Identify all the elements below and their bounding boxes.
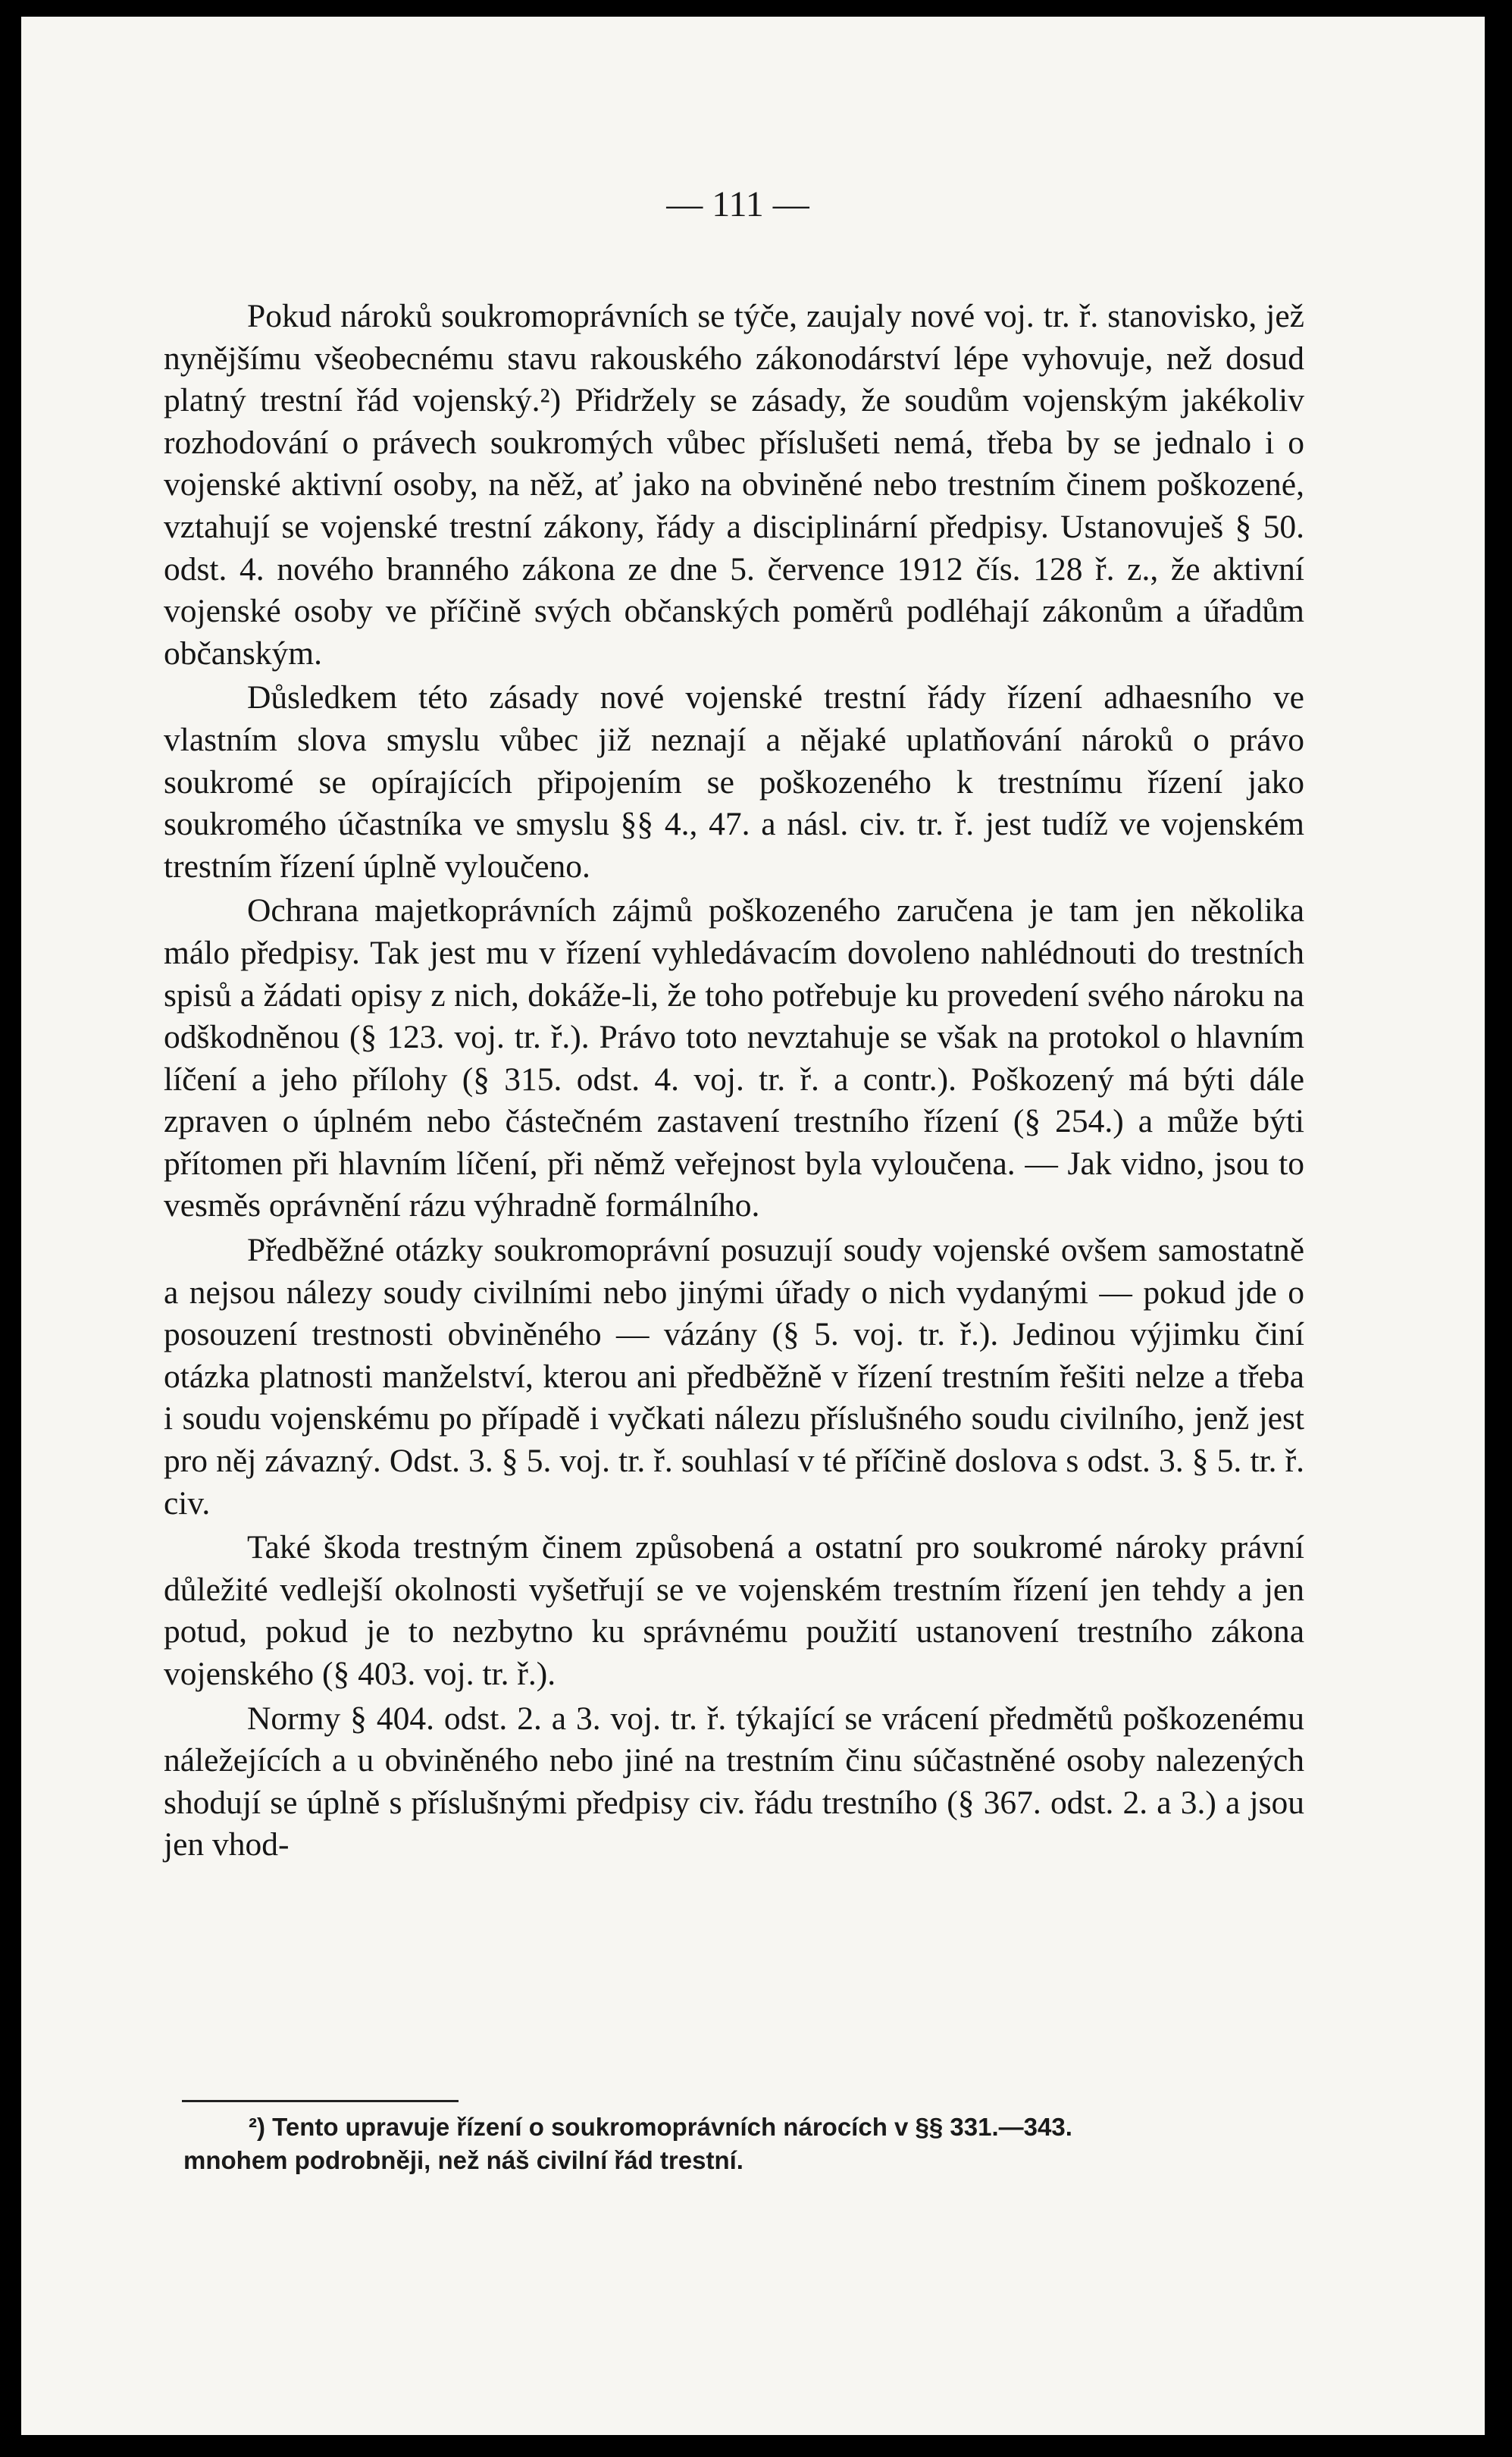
book-page (21, 17, 1485, 2435)
paragraph-6: Normy § 404. odst. 2. a 3. voj. tr. ř. týkající se vrácení předmětů poškozenému náležejících a u obviněného nebo jiné na trestním činu súčastněné osoby nalezených shodují se úplně s příslušnými předpisy civ. řádu trestního (§ 367. odst. 2. a 3.) a jsou jen vhod- (164, 1700, 1304, 1863)
footnote (183, 2111, 1332, 2177)
paragraph-1: Pokud nároků soukromoprávních se týče, zaujaly nové voj. tr. ř. stanovisko, jež nynějšímu všeobecnému stavu rakouského zákonodárství lépe vyhovuje, než dosud platný trestní řád vojenský.²) Přidržely se zásady, že soudům vojenským jakékoliv rozhodování o právech soukromých vůbec příslušeti nemá, třeba by se jednalo i o vojenské aktivní osoby, na něž, ať jako na obviněné nebo trestním činem poškozené, vztahují se vojenské trestní zákony, řády a disciplinární předpisy. Ustanovuješ § 50. odst. 4. nového branného zákona ze dne 5. července 1912 čís. 128 ř. z., že aktivní vojenské osoby ve příčině svých občanských poměrů podléhají zákonům a úřadům občanským. (164, 298, 1304, 672)
paragraph-5: Také škoda trestným činem způsobená a ostatní pro soukromé nároky právní důležité vedlejší okolnosti vyšetřují se ve vojenském trestním řízení jen tehdy a jen potud, pokud je to nezbytno ku správnému použití ustanovení trestního zákona vojenského (§ 403. voj. tr. ř.). (164, 1529, 1304, 1692)
footnote-line-2: mnohem podrobněji, než náš civilní řád trestní. (183, 2146, 743, 2174)
page-number: — 111 — (666, 184, 809, 224)
footnote-line-1: ²) Tento upravuje řízení o soukromoprávních nárocích v §§ 331.—343. (249, 2113, 1072, 2141)
footnote-divider (182, 2100, 459, 2102)
paragraph-3: Ochrana majetkoprávních zájmů poškozeného zaručena je tam jen několika málo předpisy. Tak jest mu v řízení vyhledávacím dovoleno nahlédnouti do trestních spisů a žádati opisy z nich, dokáže-li, že toho potřebuje ku provedení svého nároku na odškodněnou (§ 123. voj. tr. ř.). Právo toto nevztahuje se však na protokol o hlavním líčení a jeho přílohy (§ 315. odst. 4. voj. tr. ř. a contr.). Poškozený má býti dále zpraven o úplném nebo částečném zastavení trestního řízení (§ 254.) a může býti přítomen při hlavním líčení, při němž veřejnost byla vyloučena. — Jak vidno, jsou to vesměs oprávnění rázu výhradně formálního. (164, 892, 1304, 1224)
body-text (164, 296, 1304, 1866)
paragraph-2: Důsledkem této zásady nové vojenské trestní řády řízení adhaesního ve vlastním slova smyslu vůbec již neznají a nějaké uplatňování nároků o právo soukromé se opírajících připojením se poškozeného k trestnímu řízení jako soukromého účastníka ve smyslu §§ 4., 47. a násl. civ. tr. ř. jest tudíž ve vojenském trestním řízení úplně vyloučeno. (164, 679, 1304, 885)
paragraph-4: Předběžné otázky soukromoprávní posuzují soudy vojenské ovšem samostatně a nejsou nálezy soudy civilními nebo jinými úřady o nich vydanými — pokud jde o posouzení trestnosti obviněného — vázány (§ 5. voj. tr. ř.). Jedinou výjimku činí otázka platnosti manželství, kterou ani předběžně v řízení trestním řešiti nelze a třeba i soudu vojenskému po případě i vyčkati nálezu příslušného soudu civilního, jenž jest pro něj závazný. Odst. 3. § 5. voj. tr. ř. souhlasí v té příčině doslova s odst. 3. § 5. tr. ř. civ. (164, 1232, 1304, 1522)
